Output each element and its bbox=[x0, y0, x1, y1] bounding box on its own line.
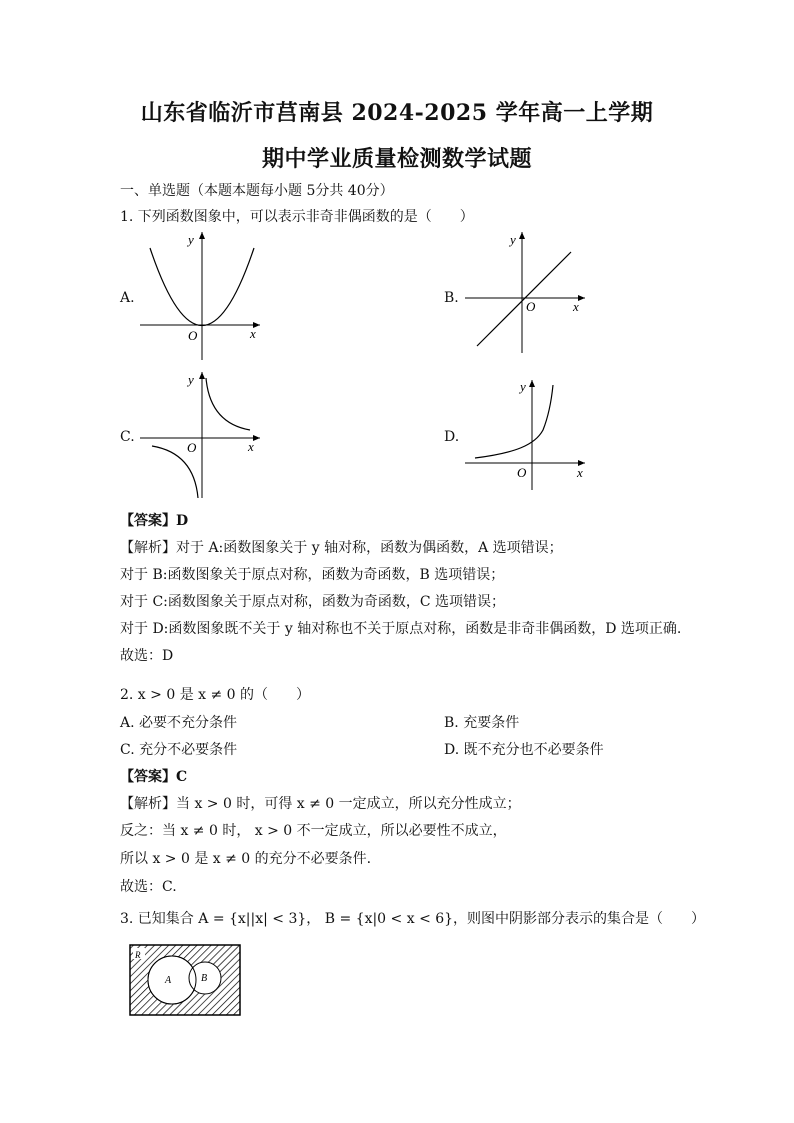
origin-label: O bbox=[517, 465, 527, 480]
axis-y-label: y bbox=[510, 232, 516, 247]
q2-analysis-3: 所以 x > 0 是 x ≠ 0 的充分不必要条件. bbox=[120, 851, 372, 867]
q1-stem: 1. 下列函数图象中，可以表示非奇非偶函数的是（ ） bbox=[120, 209, 474, 225]
q1-graph-a bbox=[140, 228, 270, 368]
q1-analysis-1: 【解析】对于 A:函数图象关于 y 轴对称，函数为偶函数，A 选项错误； bbox=[120, 540, 563, 556]
q1-graph-b bbox=[465, 228, 595, 358]
q2-option-b: B. 充要条件 bbox=[444, 715, 520, 731]
axis-y-label: y bbox=[188, 232, 194, 247]
axis-x-label: x bbox=[250, 326, 256, 341]
q2-option-a: A. 必要不充分条件 bbox=[120, 715, 238, 731]
title-line-1: 山东省临沂市莒南县 2024-2025 学年高一上学期 bbox=[140, 100, 654, 126]
q2-conclusion: 故选：C. bbox=[120, 879, 177, 895]
q1-graph-d bbox=[465, 375, 595, 495]
q3-venn-diagram bbox=[128, 943, 244, 1019]
q1-label-c: C. bbox=[120, 429, 135, 445]
axis-x-label: x bbox=[573, 299, 579, 314]
q1-graph-c bbox=[140, 368, 270, 503]
q1-conclusion: 故选：D bbox=[120, 648, 174, 664]
origin-label: O bbox=[188, 328, 198, 343]
title-line-2: 期中学业质量检测数学试题 bbox=[261, 146, 532, 172]
venn-set-a-label: A bbox=[165, 975, 172, 986]
q1-answer: 【答案】D bbox=[120, 513, 189, 529]
q2-option-d: D. 既不充分也不必要条件 bbox=[444, 742, 604, 758]
origin-label: O bbox=[526, 299, 536, 314]
q1-label-a: A. bbox=[120, 290, 135, 306]
q2-analysis-1: 【解析】当 x > 0 时，可得 x ≠ 0 一定成立，所以充分性成立； bbox=[120, 796, 521, 812]
axis-x-label: x bbox=[248, 439, 254, 454]
axis-x-label: x bbox=[577, 465, 583, 480]
q1-analysis-3: 对于 C:函数图象关于原点对称，函数为奇函数，C 选项错误； bbox=[120, 594, 506, 610]
origin-label: O bbox=[187, 440, 197, 455]
q3-stem: 3. 已知集合 A = {x||x| < 3}， B = {x|0 < x < 6}，则图中阴影部分表示的集合是（ ） bbox=[120, 911, 706, 927]
venn-universe-label: R bbox=[135, 950, 141, 960]
q1-analysis-4: 对于 D:函数图象既不关于 y 轴对称也不关于原点对称，函数是非奇非偶函数，D 选项正确. bbox=[120, 621, 682, 637]
q2-answer: 【答案】C bbox=[120, 769, 188, 785]
q2-option-c: C. 充分不必要条件 bbox=[120, 742, 238, 758]
venn-set-b-label: B bbox=[201, 973, 208, 984]
q2-stem: 2. x > 0 是 x ≠ 0 的（ ） bbox=[120, 687, 311, 703]
axis-y-label: y bbox=[520, 379, 526, 394]
axis-y-label: y bbox=[188, 372, 194, 387]
q1-analysis-2: 对于 B:函数图象关于原点对称，函数为奇函数，B 选项错误； bbox=[120, 567, 505, 583]
section-heading: 一、单选题（本题本题每小题 5分共 40分） bbox=[120, 183, 394, 199]
q2-analysis-2: 反之：当 x ≠ 0 时， x > 0 不一定成立，所以必要性不成立， bbox=[120, 823, 507, 839]
q1-label-d: D. bbox=[444, 429, 460, 445]
q1-label-b: B. bbox=[444, 290, 459, 306]
